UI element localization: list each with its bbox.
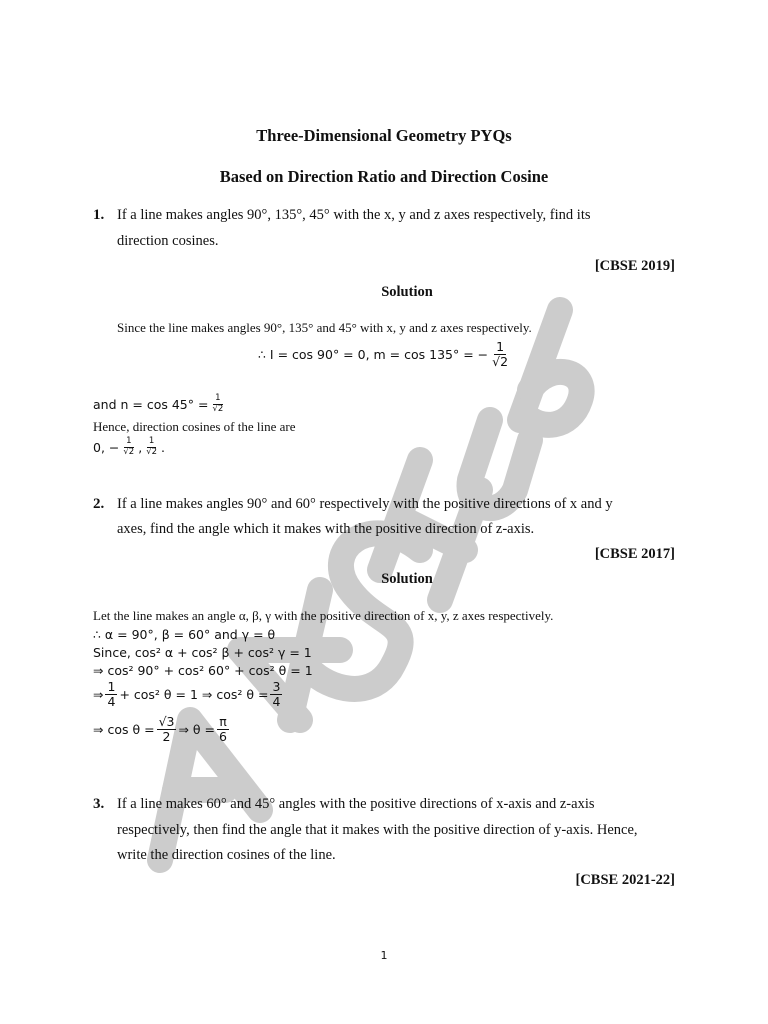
fraction-denominator: 4 bbox=[272, 694, 281, 710]
question-number: 1. bbox=[93, 207, 105, 223]
exam-tag: [CBSE 2017] bbox=[594, 546, 675, 562]
question-text-line: If a line makes angles 90°, 135°, 45° with the x, y and z axes respectively, find its bbox=[117, 207, 591, 223]
fraction-denominator: √2 bbox=[146, 446, 158, 457]
fraction-denominator: √2 bbox=[123, 446, 135, 457]
fraction-numerator: 1 bbox=[126, 436, 132, 446]
equation-line bbox=[93, 394, 227, 415]
question-text-line: axes, find the angle which it makes with the positive direction of z-axis. bbox=[117, 521, 535, 537]
equation-line: ⇒ cos² 90° + cos² 60° + cos² θ = 1 bbox=[93, 663, 313, 678]
equation-line bbox=[93, 437, 165, 458]
solution-line: Hence, direction cosines of the line are bbox=[93, 419, 296, 434]
equation-text: and n = cos 45° = bbox=[93, 396, 209, 412]
question-number: 3. bbox=[93, 796, 105, 812]
page-subtitle: Based on Direction Ratio and Direction Cosine bbox=[219, 167, 549, 186]
equation-text: + cos² θ = 1 ⇒ cos² θ = bbox=[119, 687, 269, 703]
fraction bbox=[210, 394, 225, 415]
fraction bbox=[157, 715, 177, 745]
equation-text: . bbox=[161, 439, 165, 455]
equation-line bbox=[93, 680, 284, 710]
question-text-line: If a line makes angles 90° and 60° respectively with the positive directions of x and y bbox=[117, 496, 613, 512]
equation-text: ⇒ θ = bbox=[178, 722, 216, 738]
fraction-numerator: 1 bbox=[148, 436, 155, 446]
exam-tag: [CBSE 2021-22] bbox=[575, 872, 675, 888]
equation-text: 0, − bbox=[93, 439, 120, 455]
page-number: 1 bbox=[380, 949, 388, 962]
equation-text: ∴ I = cos 90° = 0, m = cos 135° = − bbox=[258, 347, 489, 363]
question-text-line: direction cosines. bbox=[117, 233, 219, 249]
solution-heading: Solution bbox=[381, 571, 433, 587]
exam-tag: [CBSE 2019] bbox=[594, 258, 675, 274]
fraction bbox=[490, 340, 510, 370]
equation-text: , bbox=[138, 439, 143, 455]
page-title: Three-Dimensional Geometry PYQs bbox=[256, 126, 512, 145]
fraction-numerator: π bbox=[219, 714, 227, 729]
fraction-numerator: 1 bbox=[496, 339, 505, 354]
fraction-denominator: 2 bbox=[162, 729, 171, 745]
fraction bbox=[144, 437, 159, 458]
question-text-line: If a line makes 60° and 45° angles with the positive directions of x-axis and z-axis bbox=[117, 796, 595, 812]
fraction bbox=[121, 437, 136, 458]
fraction bbox=[105, 680, 117, 710]
equation-line: ∴ α = 90°, β = 60° and γ = θ bbox=[93, 627, 276, 642]
fraction-numerator: √3 bbox=[158, 714, 175, 729]
solution-line: Let the line makes an angle α, β, γ with the positive direction of x, y, z axes respectively. bbox=[93, 608, 554, 623]
fraction-numerator: 1 bbox=[107, 679, 116, 694]
equation-text: ⇒ cos θ = bbox=[93, 722, 155, 738]
fraction-numerator: 1 bbox=[215, 393, 221, 403]
question-text-line: respectively, then find the angle that it makes with the positive direction of y-axis. Hence, bbox=[117, 822, 638, 838]
fraction-denominator: √2 bbox=[492, 354, 509, 370]
solution-line: Since the line makes angles 90°, 135° and 45° with x, y and z axes respectively. bbox=[117, 320, 532, 335]
equation-text: ⇒ bbox=[93, 687, 104, 703]
question-number: 2. bbox=[93, 496, 105, 512]
fraction-numerator: 3 bbox=[272, 679, 281, 694]
equation-line bbox=[93, 715, 231, 745]
fraction-denominator: 6 bbox=[219, 729, 227, 745]
solution-heading: Solution bbox=[381, 284, 433, 300]
fraction-denominator: 4 bbox=[107, 694, 116, 710]
question-text-line: write the direction cosines of the line. bbox=[117, 847, 336, 863]
fraction bbox=[270, 680, 282, 710]
fraction-denominator: √2 bbox=[212, 403, 224, 414]
fraction bbox=[217, 715, 229, 745]
equation-line bbox=[258, 340, 512, 370]
equation-line: Since, cos² α + cos² β + cos² γ = 1 bbox=[93, 645, 312, 660]
